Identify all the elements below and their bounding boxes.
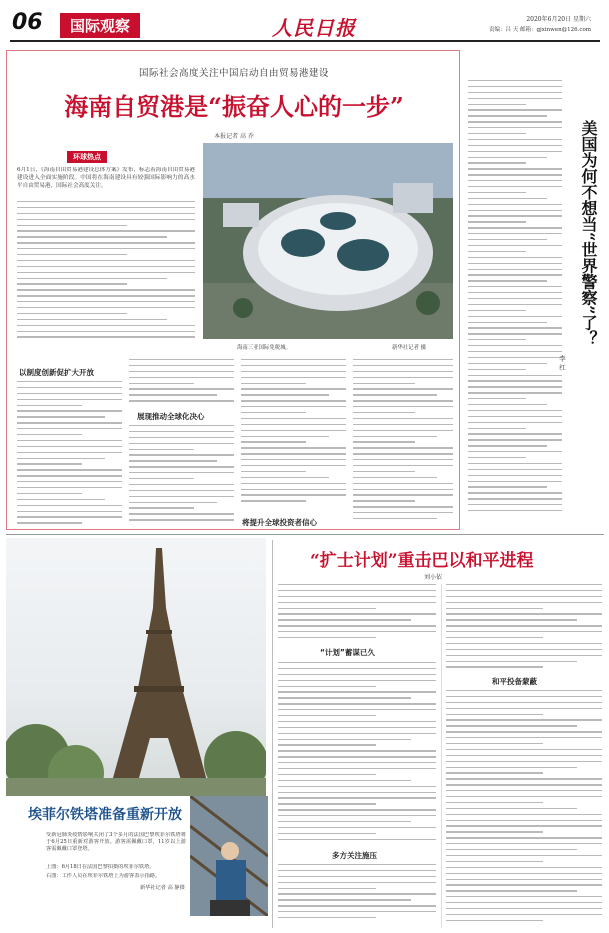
column-2-text [129, 359, 234, 407]
second-article-col-1 [278, 584, 436, 644]
eiffel-photo [6, 538, 266, 796]
second-article-col-1c [278, 864, 436, 926]
subhead-1: 以制度创新促扩大开放 [19, 368, 94, 377]
worker-photo [190, 796, 268, 916]
series-tag: 环球热点 [67, 151, 107, 163]
column-1-text [17, 381, 122, 526]
body-text-block [17, 201, 195, 341]
headline: 海南自贸港是“振奋人心的一步” [64, 92, 404, 121]
photo-caption: 海南三亚国际免税城。 [237, 345, 291, 351]
second-article-headline: “扩士计划”重击巴以和平进程 [310, 551, 534, 571]
commentary-text-left [468, 80, 562, 520]
second-article-author: 刘小依 [424, 574, 443, 581]
section-divider [6, 534, 604, 535]
kicker: 国际社会高度关注中国启动自由贸易港建设 [138, 68, 329, 79]
column-divider [272, 540, 273, 928]
second-subhead-1: “计划”蓄谋已久 [320, 648, 375, 657]
lead-paragraph: 6月1日，《海南自由贸易港建设总体方案》发布，标志着海南自由贸易港建设进入全面实施阶段。中国将在海南建设具有较强国际影响力的高水平自由贸易港，国际社会高度关注。 [17, 167, 195, 189]
eiffel-headline: 埃菲尔铁塔准备重新开放 [28, 807, 182, 823]
duty-free-mall-illustration [203, 143, 453, 339]
second-subhead-3: 和平投备蒙蔽 [492, 677, 537, 686]
section-label: 国际观察 [60, 13, 140, 38]
second-article-col-1b [278, 662, 436, 847]
masthead-rule [10, 40, 600, 42]
byline: 本报记者 高 乔 [214, 133, 254, 140]
eiffel-tower-illustration [6, 538, 266, 796]
main-article [6, 50, 460, 530]
second-article-col-2 [446, 584, 602, 672]
commentary-author: 李 红 [558, 355, 566, 371]
eiffel-caption-2: 右图：工作人员在埃菲尔铁塔上为游客表示指路。 [46, 873, 161, 879]
editors-line: 责编：吕 天 邮箱：gjxinwen@126.com [489, 27, 591, 33]
commentary-title: 美国为何不想当“世界警察”了？ [579, 120, 598, 347]
column-4-text [353, 359, 453, 525]
column-divider-2 [441, 584, 442, 928]
photo-credit: 新华社记者 摄 [392, 345, 427, 351]
issue-date: 2020年6月20日 星期六 [526, 16, 591, 23]
page-number: 06 [12, 10, 43, 35]
subhead-2: 展现推动全球化决心 [137, 412, 205, 421]
column-3-text [241, 359, 346, 509]
lead-photo [203, 143, 453, 339]
eiffel-caption: 上图：6月18日在法国巴黎拍摄的埃菲尔铁塔。 [46, 864, 155, 870]
second-article-col-2b [446, 690, 602, 926]
eiffel-credit: 新华社记者 高 静摄 [140, 885, 185, 891]
newspaper-logo: 人民日报 [272, 16, 356, 40]
worker-illustration [190, 796, 268, 916]
commentary-column [466, 50, 604, 530]
column-2b-text [129, 425, 234, 525]
eiffel-lead: 受新冠肺炎疫情影响关闭了3个多月的法国巴黎埃菲尔铁塔将于6月25日重新对游客开放。游客需佩戴口罩，11岁以上游客需佩戴口罩登塔。 [46, 832, 186, 853]
second-subhead-2: 多方关注施压 [332, 851, 377, 860]
subhead-3: 将提升全球投资者信心 [242, 518, 317, 527]
masthead [0, 0, 609, 46]
